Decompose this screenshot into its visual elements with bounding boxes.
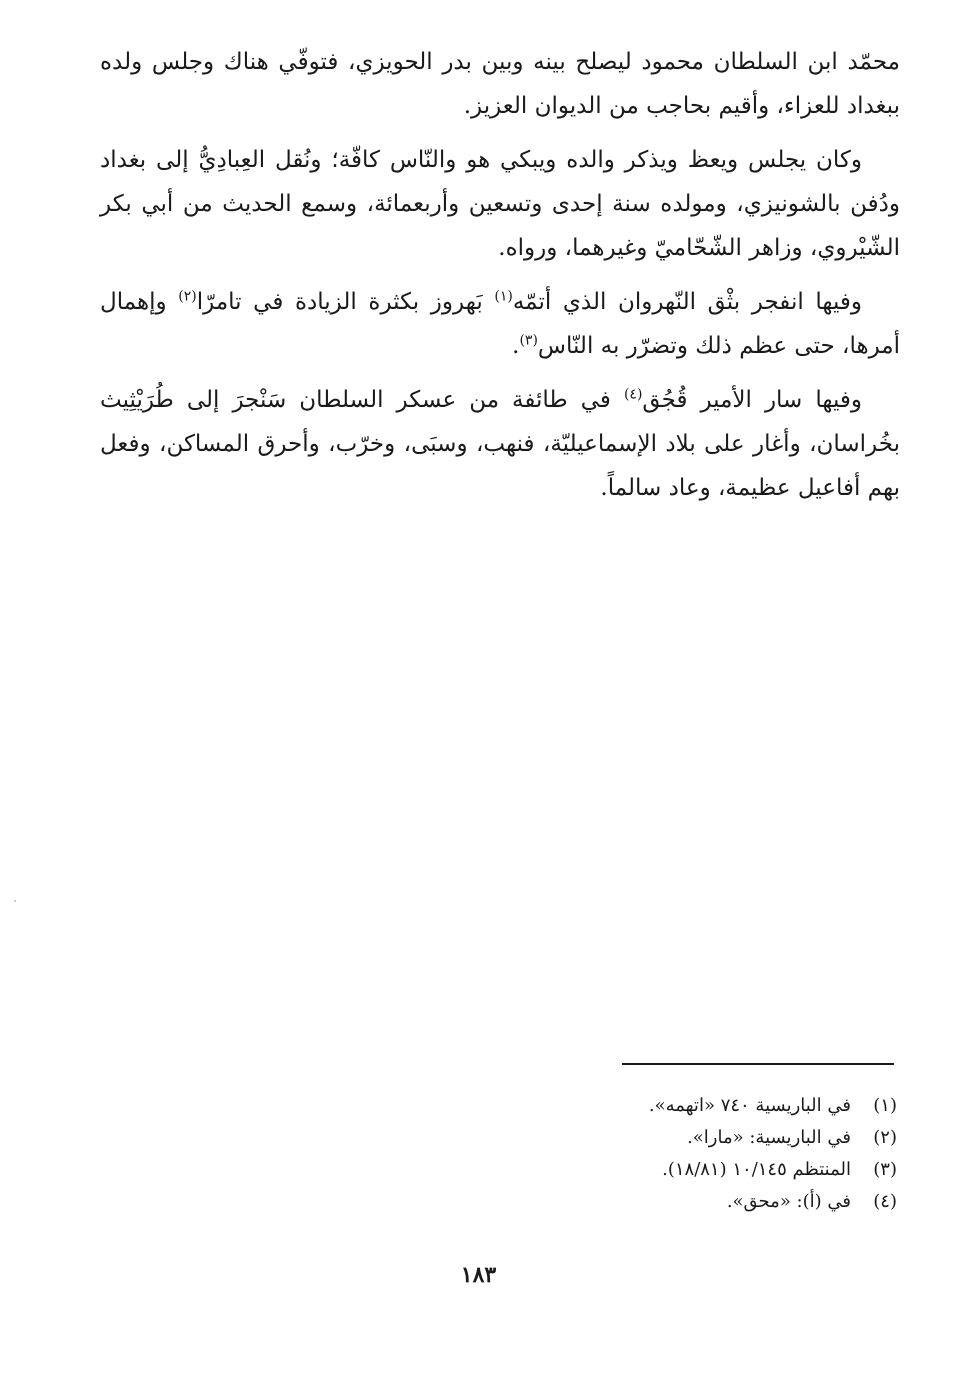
footnote-text: المنتظم ١٠/١٤٥ (١٨/٨١). (662, 1159, 851, 1180)
footnote-text: في الباريسية ٧٤٠ «اتهمه». (648, 1095, 851, 1116)
footnote-number: (٢) (873, 1127, 897, 1148)
paragraph-1-text: محمّد ابن السلطان محمود ليصلح بينه وبين بدر الحويزي، فتوفّي هناك وجلس ولده ببغداد للعزاء، وأقيم بحاجب من الديوان العزيز. (100, 49, 900, 119)
footnote-separator (622, 1063, 894, 1065)
paragraph-3-text-d: . (512, 333, 520, 359)
paragraph-4 (100, 378, 900, 510)
paragraph-3-text-c: وإهمال أمرها، حتى عظم ذلك وتضرّر به النّاس (100, 289, 900, 359)
paragraph-4-text-b: في طائفة من عسكر السلطان سَنْجرَ إلى طُرَيْثِيث بخُراسان، وأغار على بلاد الإسماعيليّة، فنهب، وسبَى، وخرّب، وأحرق المساكن، وفعل بهم أفاعيل عظيمة، وعاد سالماً. (100, 387, 900, 501)
footnote-4 (500, 1186, 897, 1218)
footnote-1 (500, 1090, 897, 1122)
main-text (100, 40, 900, 520)
footnote-ref-2: (٢) (178, 288, 197, 305)
paragraph-2-text: وكان يجلس ويعظ ويذكر والده ويبكي هو والنّاس كافّة؛ ونُقل العِبادِيُّ إلى بغداد ودُفن بالشونيزي، ومولده سنة إحدى وتسعين وأربعمائة، وسمع الحديث من أبي بكر الشّيْروي، وزاهر الشّحّاميّ وغيرهما، ورواه. (100, 147, 900, 261)
footnote-number: (١) (873, 1095, 897, 1116)
paragraph-2 (100, 138, 900, 270)
paragraph-4-text-a: وفيها سار الأمير قُجُق (642, 387, 862, 413)
footnote-ref-4: (٤) (623, 386, 643, 403)
paragraph-3-text-a: وفيها انفجر بثْق النّهروان الذي أتمّه (512, 289, 863, 315)
paragraph-3-text-b: بَهروز بكثرة الزيادة في تامرّا (196, 289, 495, 315)
scan-speck (14, 900, 16, 902)
footnote-text: في الباريسية: «مارا». (687, 1127, 851, 1148)
footnote-text: في (أ): «محق». (726, 1191, 851, 1212)
footnote-3 (500, 1154, 897, 1186)
footnote-number: (٤) (873, 1191, 897, 1212)
page-number: ١٨٣ (460, 1262, 497, 1288)
footnotes (500, 1090, 897, 1218)
footnote-ref-1: (١) (494, 288, 513, 305)
paragraph-3 (100, 280, 900, 368)
paragraph-1 (100, 40, 900, 128)
footnote-ref-3: (٣) (519, 332, 538, 349)
footnote-2 (500, 1122, 897, 1154)
footnote-number: (٣) (873, 1159, 897, 1180)
